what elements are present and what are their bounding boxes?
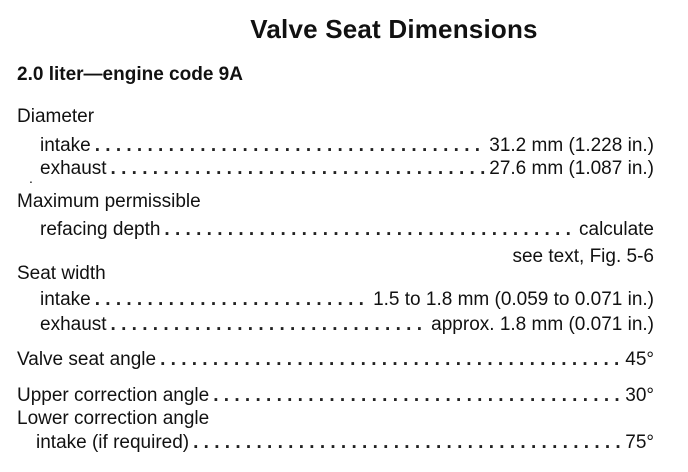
refacing-label: refacing depth (40, 219, 161, 240)
diameter-heading: Diameter (17, 106, 95, 127)
dot-leader (111, 158, 486, 180)
lower-correction-label: intake (if required) (36, 432, 190, 453)
refacing-heading: Maximum permissible (17, 191, 201, 212)
engine-subtitle: 2.0 liter—engine code 9A (17, 64, 243, 85)
dot-leader (160, 349, 621, 371)
refacing-note: see text, Fig. 5-6 (512, 246, 654, 267)
valve-seat-angle-row (17, 349, 654, 371)
dot-leader (193, 432, 621, 454)
dot-leader (164, 219, 575, 241)
diameter-exhaust-row (40, 158, 654, 180)
diameter-intake-value: 31.2 mm (1.228 in.) (489, 135, 654, 156)
seat-width-exhaust-label: exhaust (40, 314, 107, 335)
upper-correction-row (17, 385, 654, 407)
diameter-intake-label: intake (40, 135, 91, 156)
diameter-exhaust-value: 27.6 mm (1.087 in.) (489, 158, 654, 179)
seat-width-intake-label: intake (40, 289, 91, 310)
valve-seat-angle-value: 45° (625, 349, 654, 370)
valve-seat-angle-label: Valve seat angle (17, 349, 157, 370)
seat-width-exhaust-row (40, 314, 654, 336)
upper-correction-label: Upper correction angle (17, 385, 210, 406)
lower-correction-row (36, 432, 654, 454)
refacing-row (40, 219, 654, 241)
refacing-value: calculate (579, 219, 654, 240)
diameter-intake-row (40, 135, 654, 157)
dot-leader (111, 314, 428, 336)
dot-leader (213, 385, 621, 407)
seat-width-intake-value: 1.5 to 1.8 mm (0.059 to 0.071 in.) (373, 289, 654, 310)
lower-correction-heading: Lower correction angle (17, 408, 210, 429)
page-title: Valve Seat Dimensions (250, 14, 538, 44)
seat-width-heading: Seat width (17, 263, 106, 284)
upper-correction-value: 30° (625, 385, 654, 406)
seat-width-exhaust-value: approx. 1.8 mm (0.071 in.) (431, 314, 654, 335)
lower-correction-value: 75° (625, 432, 654, 453)
stray-mark: . (29, 170, 33, 186)
diameter-exhaust-label: exhaust (40, 158, 107, 179)
seat-width-intake-row (40, 289, 654, 311)
dot-leader (95, 135, 486, 157)
dot-leader (95, 289, 369, 311)
